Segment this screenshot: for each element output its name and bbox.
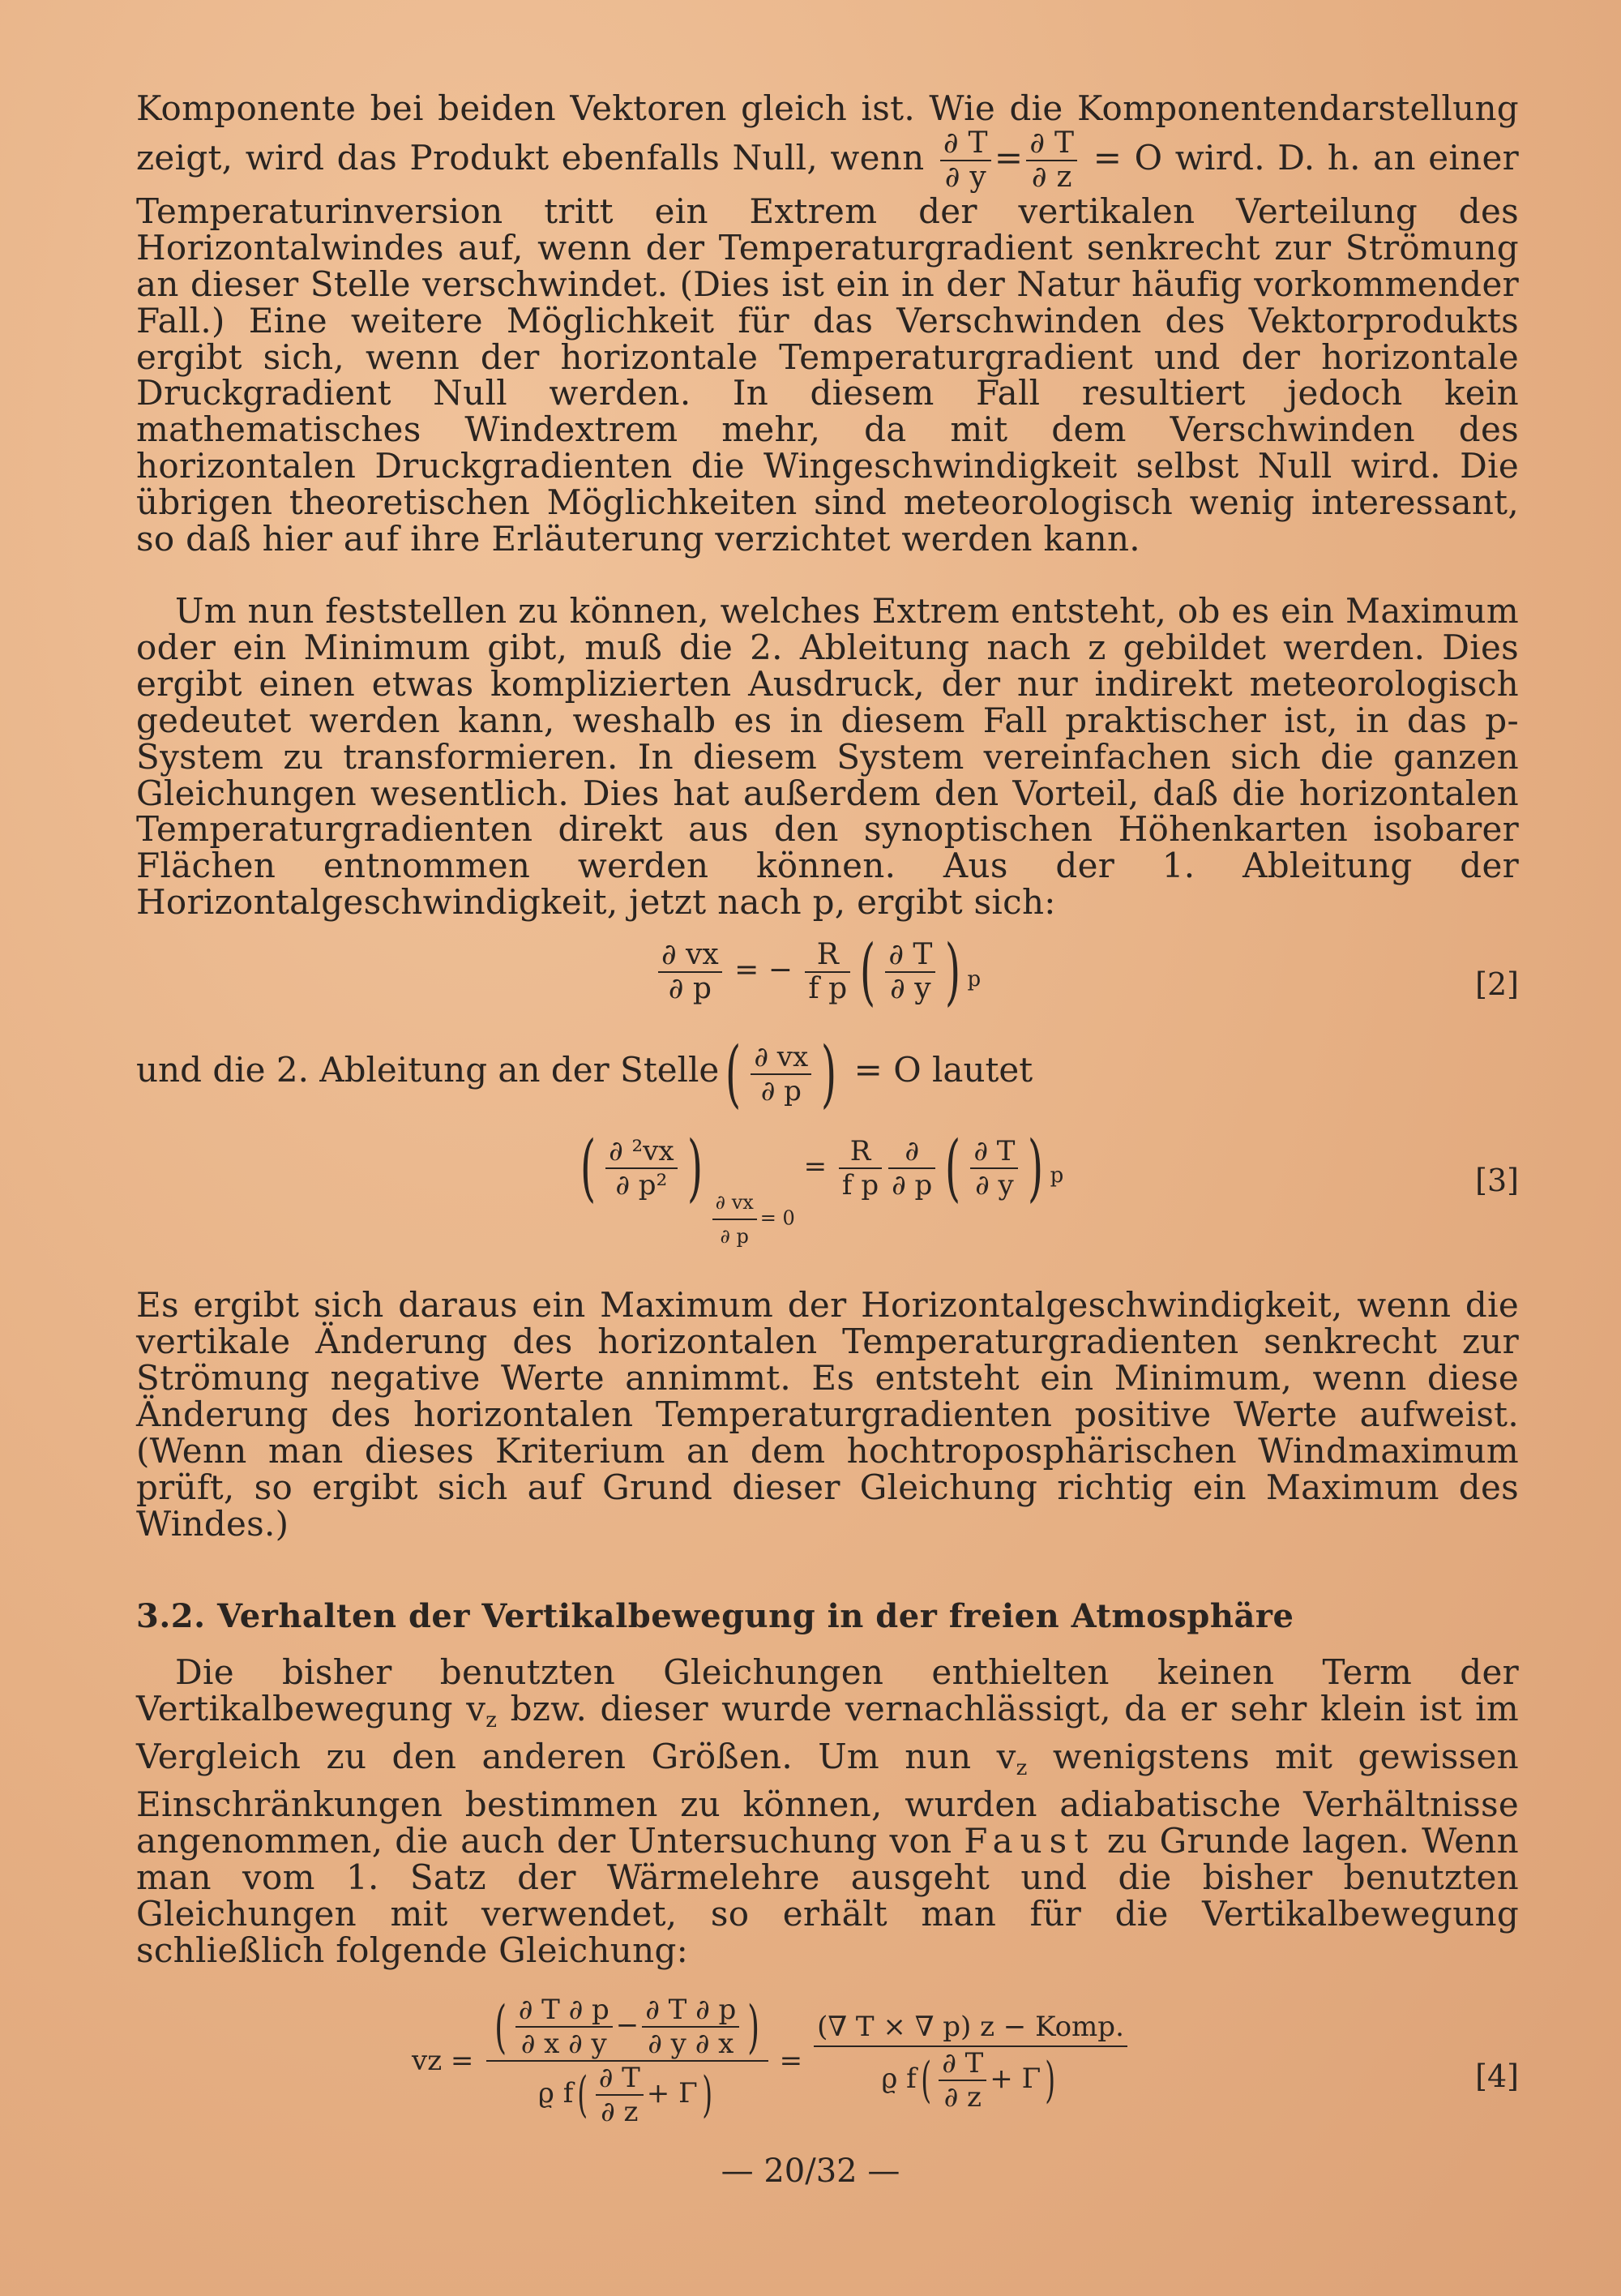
p1-rest: einer Temperaturinversion tritt ein Extrem der vertikalen Verteilung des Horizontalwindes auf, wenn der Temperaturgradient senkrecht zur Strömung an dieser Stelle verschwindet. (Dies ist ein in der Natur häufig vorkommender Fall.) Eine weitere Möglichkeit für das Verschwinden des Vektorprodukts ergibt sich, wenn der horizontale Temperaturgradient und der horizontale Druckgradient Null werden. In diesem Fall resultiert jedoch kein mathematisches Windextrem mehr, da mit dem Verschwinden des horizontalen Druckgradienten die Wingeschwindigkeit selbst Null wird. Die übrigen theoretischen Möglichkeiten sind meteorologisch wenig interessant, so daß hier auf ihre Erläuterung verzichtet werden kann. <box>136 137 1520 559</box>
paragraph-5: Die bisher benutzten Gleichungen enthielten keinen Term der Vertikalbewegung $v_z$ bzw. dieser wurde vernachlässigt, da er sehr klein ist im Vergleich zu den anderen Größen. Um nun $v_z$ wenigstens mit gewissen Einschränkungen bestimmen zu können, wurden adiabatische Verhältnisse angenommen, die auch der Untersuchung von Faust zu Grunde lagen. Wenn man vom 1. Satz der Wärmelehre ausgeht und die bisher benutzten Gleichungen mit verwendet, so erhält man für die Vertikalbewegung schließlich folgende Gleichung: <box>136 1652 1520 1970</box>
equation-4: vz = ( $\frac{\partial T \partial p}{\partial x \partial y}$ − $\frac{\partial T \partial p}{\partial y \partial x}$ ) ϱ f( $\frac{\partial T}{\partial z}$ + Γ) = (∇ T × ∇ p) z − Komp. ϱ f( $\frac{\partial T}{\partial z}$ + Γ) [4] <box>412 1993 1519 2128</box>
p1-eq-tail: = O wird. D. h. an <box>1093 137 1416 178</box>
section-heading: 3.2. Verhalten der Vertikalbewegung in der freien Atmosphäre <box>136 1597 1294 1636</box>
equation-3: ( $\frac{\text{∂ ²vx}}{\text{∂ p²}}$ ) $\frac{\partial vx}{\partial p}$ = 0 = $\frac{R}{\text{f p}}$ $\frac{\partial}{\partial p}$ ( $\frac{\partial T}{\partial y}$ ) $_p$ [3] <box>580 1125 1519 1248</box>
inline-equation: $\frac{\partial T}{\partial y}$ = $\frac{\partial T}{\partial z}$ <box>937 138 1093 178</box>
author-name-faust: Faust <box>964 1821 1096 1861</box>
equation-number-2: [2] <box>1475 966 1519 1003</box>
equation-number-4: [4] <box>1475 2058 1519 2094</box>
paragraph-1 <box>136 88 1520 559</box>
page-content <box>136 88 1520 2156</box>
equation-number-3: [3] <box>1475 1163 1519 1199</box>
stelle-line: und die 2. Ableitung an der Stelle( $\frac{\partial vx}{\partial p}$ ) = O lautet <box>136 1031 1033 1117</box>
p1-pre-eq: zeigt, wird das Produkt ebenfalls Null, wenn <box>136 137 925 178</box>
paragraph-4: Es ergibt sich daraus ein Maximum der Horizontalgeschwindigkeit, wenn die vertikale Änderung des horizontalen Temperaturgradienten senkrecht zur Strömung negative Werte annimmt. Es entsteht ein Minimum, wenn diese Änderung des horizontalen Temperaturgradienten positive Werte aufweist. (Wenn man dieses Kriterium an dem hochtroposphärischen Windmaximum prüft, so ergibt sich auf Grund dieser Gleichung richtig ein Maximum des Windes.) <box>136 1285 1519 1544</box>
paragraph-2: Um nun feststellen zu können, welches Extrem entsteht, ob es ein Maximum oder ein Minimum gibt, muß die 2. Ableitung nach z gebildet werden. Dies ergibt einen etwas komplizierten Ausdruck, der nur indirekt meteorologisch gedeutet werden kann, weshalb es in diesem Fall praktischer ist, in das p-System zu transformieren. In diesem System vereinfachen sich die ganzen Gleichungen wesentlich. Dies hat außerdem den Vorteil, daß die horizontalen Temperaturgradienten direkt aus den synoptischen Höhenkarten isobarer Flächen entnommen werden können. Aus der 1. Ableitung der Horizontalgeschwindigkeit, jetzt nach p, ergibt sich: <box>136 590 1519 923</box>
page-number: — 20/32 — <box>721 2152 900 2190</box>
p1-line1: Komponente bei beiden Vektoren gleich ist. Wie die Komponentendarstellung <box>136 88 1519 128</box>
equation-2: $\frac{\partial vx}{\partial p}$ = − $\frac{R}{\text{f p}}$ ( $\frac{\partial T}{\partial y}$ ) $_p$ [2] <box>136 939 1519 1036</box>
